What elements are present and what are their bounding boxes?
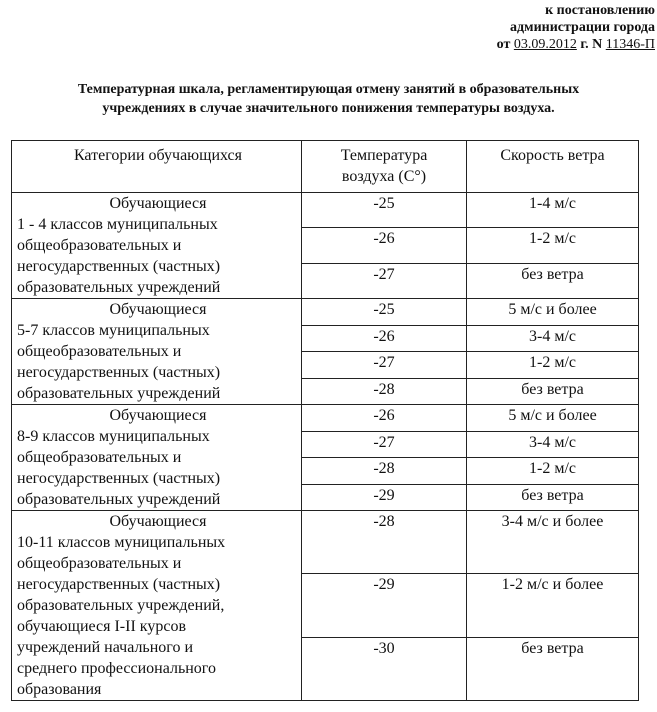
header-temperature xyxy=(302,141,467,193)
temperature-cell: -26 xyxy=(302,325,467,352)
category-cell xyxy=(12,193,302,299)
decree-line-1: к постановлению xyxy=(545,3,655,18)
wind-speed-cell: 1-2 м/с xyxy=(467,458,639,485)
header-temperature-line-2: воздуха (С°) xyxy=(341,168,427,185)
category-line: негосударственных (частных) xyxy=(17,576,221,593)
wind-speed-cell: 1-4 м/с xyxy=(467,193,639,228)
category-line: Обучающиеся xyxy=(109,513,207,530)
title-line-1: Температурная шкала, регламентирующая отмену занятий в образовательных xyxy=(77,82,580,97)
decree-date: 03.09.2012 xyxy=(513,37,577,52)
decree-reference xyxy=(497,2,655,53)
table-row xyxy=(12,299,639,326)
category-line: общеобразовательных и xyxy=(17,237,182,254)
header-wind: Скорость ветра xyxy=(467,141,639,193)
temperature-cell: -26 xyxy=(302,228,467,263)
decree-mid: г. N xyxy=(580,37,603,52)
category-line: общеобразовательных и xyxy=(17,449,182,466)
category-line: образования xyxy=(17,681,102,698)
wind-speed-cell: без ветра xyxy=(467,484,639,511)
wind-speed-cell: 5 м/с и более xyxy=(467,405,639,432)
wind-speed-cell: 1-2 м/с xyxy=(467,352,639,379)
temperature-cell: -29 xyxy=(302,484,467,511)
wind-speed-cell: 5 м/с и более xyxy=(467,299,639,326)
table-row xyxy=(12,511,639,574)
decree-line-2: администрации города xyxy=(509,20,655,35)
table-body xyxy=(12,193,639,701)
category-line: общеобразовательных и xyxy=(17,555,182,572)
category-line: учреждений начального и xyxy=(17,639,194,656)
wind-speed-cell: без ветра xyxy=(467,378,639,405)
temperature-cell: -27 xyxy=(302,263,467,298)
wind-speed-cell: 3-4 м/с xyxy=(467,325,639,352)
wind-speed-cell: 1-2 м/с и более xyxy=(467,574,639,637)
category-line: негосударственных (частных) xyxy=(17,364,221,381)
category-line: образовательных учреждений, xyxy=(17,597,225,614)
category-line: 1 - 4 классов муниципальных xyxy=(17,216,218,233)
category-line: негосударственных (частных) xyxy=(17,470,221,487)
category-line: образовательных учреждений xyxy=(17,279,221,296)
wind-speed-cell: 1-2 м/с xyxy=(467,228,639,263)
temperature-cell: -25 xyxy=(302,299,467,326)
decree-number: 11346-П xyxy=(605,37,655,52)
temperature-cell: -25 xyxy=(302,193,467,228)
wind-speed-cell: 3-4 м/с xyxy=(467,431,639,458)
temperature-cell: -29 xyxy=(302,574,467,637)
header-category: Категории обучающихся xyxy=(12,141,302,193)
wind-speed-cell: без ветра xyxy=(467,263,639,298)
header-temperature-line-1: Температура xyxy=(340,147,428,164)
temperature-cell: -28 xyxy=(302,378,467,405)
category-line: Обучающиеся xyxy=(109,195,207,212)
category-line: Обучающиеся xyxy=(109,301,207,318)
temperature-cell: -26 xyxy=(302,405,467,432)
category-line: образовательных учреждений xyxy=(17,385,221,402)
category-line: негосударственных (частных) xyxy=(17,258,221,275)
category-cell xyxy=(12,511,302,701)
decree-ot: от xyxy=(496,37,511,52)
wind-speed-cell: без ветра xyxy=(467,637,639,700)
table-row xyxy=(12,193,639,228)
category-line: 10-11 классов муниципальных xyxy=(17,534,226,551)
category-line: 5-7 классов муниципальных xyxy=(17,322,210,339)
category-line: Обучающиеся xyxy=(109,407,207,424)
temperature-cell: -28 xyxy=(302,511,467,574)
table-row xyxy=(12,405,639,432)
title-line-2: учреждениях в случае значительного понижения температуры воздуха. xyxy=(102,101,555,116)
decree-line-3 xyxy=(497,36,655,53)
category-line: среднего профессионального xyxy=(17,660,216,677)
document-title xyxy=(0,80,657,118)
temperature-scale-table xyxy=(11,140,639,701)
temperature-cell: -30 xyxy=(302,637,467,700)
category-line: 8-9 классов муниципальных xyxy=(17,428,210,445)
category-line: общеобразовательных и xyxy=(17,343,182,360)
temperature-cell: -27 xyxy=(302,431,467,458)
category-cell xyxy=(12,405,302,511)
category-cell xyxy=(12,299,302,405)
category-line: образовательных учреждений xyxy=(17,491,221,508)
wind-speed-cell: 3-4 м/с и более xyxy=(467,511,639,574)
table-header-row xyxy=(12,141,639,193)
temperature-cell: -27 xyxy=(302,352,467,379)
temperature-cell: -28 xyxy=(302,458,467,485)
category-line: обучающиеся I-II курсов xyxy=(17,618,186,635)
